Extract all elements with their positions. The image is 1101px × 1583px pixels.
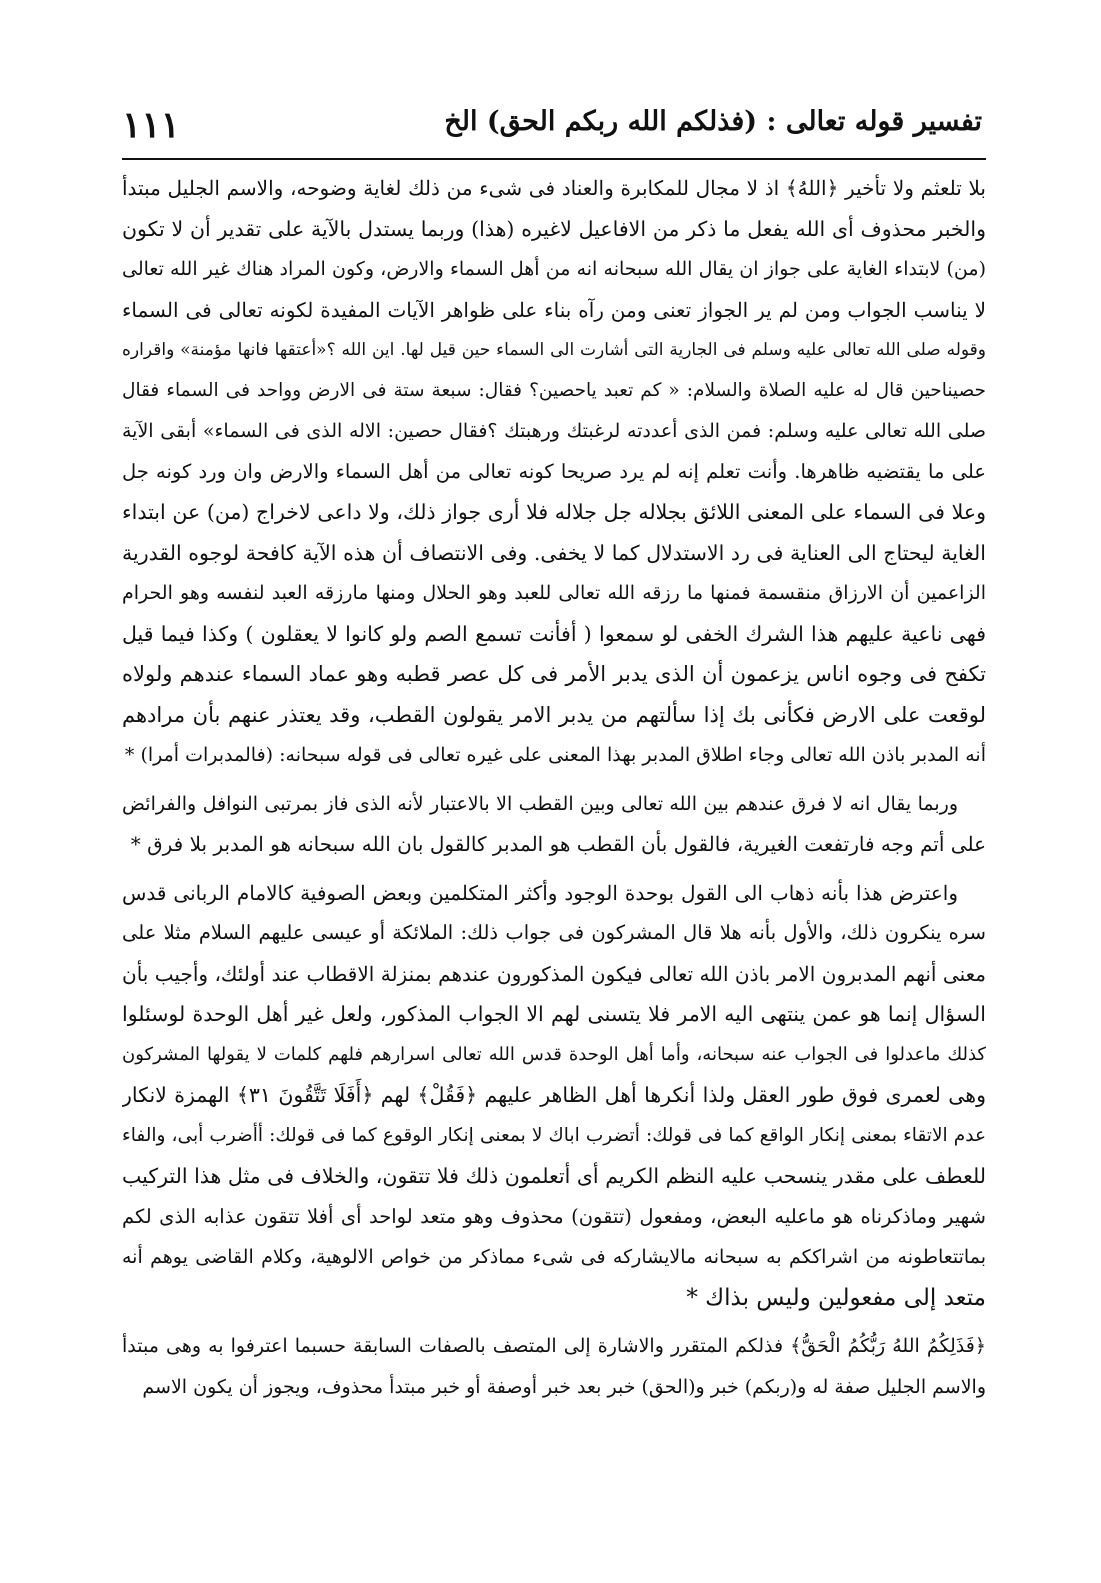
text-line: بلا تلعثم ولا تأخير ﴿اللهُ﴾ اذ لا مجال للمكابرة والعناد فى شىء من ذلك لغاية وضوحه، والاسم الجليل مبتدأ bbox=[122, 176, 986, 200]
text-line: فهى ناعية عليهم هذا الشرك الخفى لو سمعوا ( أفأنت تسمع الصم ولو كانوا لا يعقلون ) وكذا فيما قيل bbox=[122, 621, 986, 646]
text-line: (من) لابتداء الغاية على جواز ان يقال الله سبحانه انه من أهل السماء والارض، وكون المراد هناك غير الله تعالى bbox=[122, 258, 986, 280]
text-line: والاسم الجليل صفة له و(ربكم) خبر و(الحق) خبر بعد خبر أوصفة أو خبر مبتدأ محذوف، ويجوز أن يكون الاسم bbox=[142, 1375, 986, 1398]
paragraph bbox=[122, 784, 986, 865]
text-line: سره ينكرون ذلك، والأول بأنه هلا قال المشركون فى جواب ذلك: الملائكة أو عيسى عليهم السلام مثلا على bbox=[122, 921, 986, 944]
text-line: متعد إلى مفعولين وليس بذاك * bbox=[686, 1284, 986, 1311]
header-rule bbox=[122, 158, 986, 160]
text-line: كذلك ماعدلوا فى الجواب عنه سبحانه، وأما أهل الوحدة قدس الله تعالى اسرارهم فلهم كلمات لا يقولها المشركون bbox=[122, 1043, 986, 1065]
text-line: تكفح فى وجوه اناس يزعمون أن الذى يدبر الأمر فى كل عصر قطبه وهو عماد السماء عندهم ولولاه bbox=[122, 662, 986, 686]
text-line: على أتم وجه فارتفعت الغيرية، فالقول بأن القطب هو المدبر كالقول بان الله سبحانه هو المدبر بلا فرق * bbox=[130, 832, 986, 856]
text-line: لوقعت على الارض فكأنى بك إذا سألتهم من يدبر الامر يقولون القطب، وقد يعتذر عنهم بأن مرادهم bbox=[122, 702, 986, 727]
text-line: عدم الاتقاء بمعنى إنكار الواقع كما فى قولك: أتضرب اباك لا بمعنى إنكار الوقوع كما فى قولك: أأضرب أبى، والفاء bbox=[122, 1124, 986, 1146]
text-line: صلى الله تعالى عليه وسلم: فمن الذى أعددته لرغبتك ورهبتك ؟فقال حصين: الاله الذى فى السماء» أبقى الآية bbox=[122, 420, 986, 442]
paragraph bbox=[122, 168, 986, 776]
text-line: ﴿فَذَلِكُمُ اللهُ رَبُّكُمُ الْحَقُّ﴾ فذلكم المتقرر والاشارة إلى المتصف بالصفات السابقة حسبما اعترفوا به وهى مبتدأ bbox=[122, 1335, 986, 1357]
text-line: حصيناحين قال له عليه الصلاة والسلام: « كم تعبد ياحصين؟ فقال: سبعة ستة فى الارض وواحد فى السماء فقال bbox=[122, 379, 986, 401]
text-line: شهير وماذكرناه هو ماعليه البعض، ومفعول (تتقون) محذوف وهو متعد لواحد أى أفلا تتقون عذابه الذى لكم bbox=[122, 1204, 986, 1228]
text-line: على ما يقتضيه ظاهرها. وأنت تعلم إنه لم يرد صريحا كونه تعالى من أهل السماء والارض وان ورد كونه جل bbox=[122, 459, 986, 483]
text-line: الغاية ليحتاج الى العناية فى رد الاستدلال كما لا يخفى. وفى الانتصاف أن هذه الآية كافحة لوجوه القدرية bbox=[122, 540, 986, 565]
text-line: واعترض هذا بأنه ذهاب الى القول بوحدة الوجود وأكثر المتكلمين وبعض الصوفية كالامام الربانى قدس bbox=[122, 880, 958, 905]
paragraph-gap bbox=[122, 1318, 986, 1326]
text-line: معنى أنهم المدبرون الامر باذن الله تعالى فيكون المذكورون عندهم بمنزلة الاقطاب عند أولئك، وأجيب بأن bbox=[122, 961, 986, 986]
text-line: لا يناسب الجواب ومن لم ير الجواز تعنى ومن رآه بناء على ظواهر الآيات المفيدة لكونه تعالى فى السماء bbox=[122, 297, 986, 322]
page-number: ١١١ bbox=[122, 104, 181, 146]
body-text bbox=[122, 168, 986, 1407]
text-line: الزاعمين أن الارزاق منقسمة فمنها ما رزقه الله تعالى للعبد وهو الحلال ومنها مارزقه العبد لنفسه وهو الحرام bbox=[122, 582, 986, 604]
page-header bbox=[122, 98, 982, 158]
text-line: وربما يقال انه لا فرق عندهم بين الله تعالى وبين القطب الا بالاعتبار لأنه الذى فاز بمرتبى النوافل والفرائض bbox=[122, 792, 958, 815]
text-line: السؤال إنما هو عمن ينتهى اليه الامر فلا يتسنى لهم الا الجواب المذكور، ولعل غير أهل الوحدة لوسئلوا bbox=[122, 1002, 986, 1026]
text-line: وعلا فى السماء على المعنى اللائق بجلاله جل جلاله فلا أرى جواز ذلك، ولا داعى لاخراج (من) عن ابتداء bbox=[122, 500, 986, 524]
running-title: تفسير قوله تعالى : (فذلكم الله ربكم الحق) الخ bbox=[444, 106, 982, 137]
text-line: وقوله صلى الله تعالى عليه وسلم فى الجارية التى أشارت الى السماء حين قيل لها. اين الله ؟«أعتقها فانها مؤمنة» واقراره bbox=[122, 340, 986, 360]
text-line: للعطف على مقدر ينسحب عليه النظم الكريم أى أتعلمون ذلك فلا تتقون، والخلاف فى مثل هذا التركيب bbox=[122, 1164, 986, 1188]
paragraph bbox=[122, 873, 986, 1319]
text-line: أنه المدبر باذن الله تعالى وجاء اطلاق المدبر بهذا المعنى على غيره تعالى فى قوله سبحانه: (فالمدبرات أمرا) * bbox=[124, 744, 986, 766]
paragraph-gap bbox=[122, 776, 986, 784]
text-line: بماتتعاطونه من اشراككم به سبحانه مالايشاركه فى شىء مماذكر من خواص الالوهية، وكلام القاضى يوهم أنه bbox=[122, 1246, 986, 1268]
paragraph bbox=[122, 1326, 986, 1407]
text-line: وهى لعمرى فوق طور العقل ولذا أنكرها أهل الظاهر عليهم ﴿فَقُلْ﴾ لهم ﴿أَفَلَا تَتَّقُونَ ٣١﴾ الهمزة لانكار bbox=[122, 1083, 986, 1107]
text-line: والخبر محذوف أى الله يفعل ما ذكر من الافاعيل لاغيره (هذا) وربما يستدل بالآية على تقدير أن لا تكون bbox=[122, 216, 986, 241]
paragraph-gap bbox=[122, 865, 986, 873]
